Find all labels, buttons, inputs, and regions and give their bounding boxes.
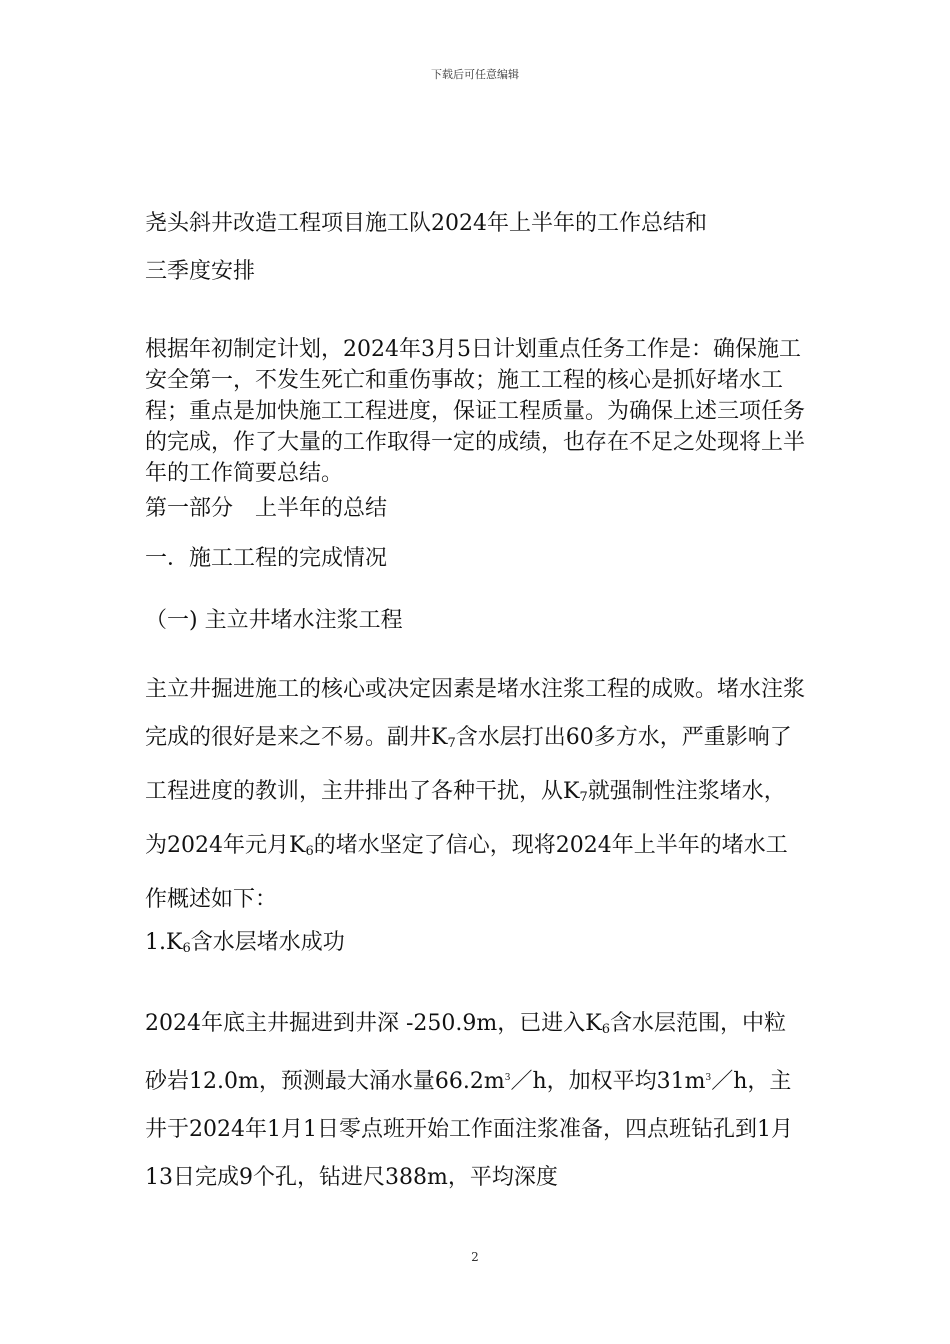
page-header: 下载后可任意编辑 — [431, 68, 519, 81]
text: 就强制性注浆堵水，为2024年元月 — [145, 779, 786, 858]
text: K — [289, 833, 306, 858]
intro-paragraph: 根据年初制定计划，2024年3月5日计划重点任务工作是：确保施工安全第一，不发生死亡和重伤事故；施工工程的核心是抓好堵水工程；重点是加快施工工程进度，保证工程质量。为确保上述三项任务的完成，作了大量的工作取得一定的成绩，也存在不足之处现将上半年的工作简要总结。 — [145, 337, 806, 486]
subscript: 7 — [579, 790, 588, 805]
section-heading: 一．施工工程的完成情况 — [145, 546, 388, 571]
superscript: 3 — [504, 1073, 511, 1083]
text: 含水层范围，中粒砂岩12.0m，预测最大涌水量66.2m — [145, 1011, 786, 1094]
paragraph-k6 — [145, 1000, 805, 1202]
text: 2024年底主井掘进到井深 -250.9m，已进入 — [145, 1011, 586, 1036]
document-title — [145, 200, 805, 296]
text: K — [585, 1011, 602, 1036]
text: 含水层打出60多方水，严重影响了工程进度的教训，主井排出了各种干扰，从 — [145, 725, 792, 804]
text: 含水层堵水成功 — [190, 930, 345, 955]
subscript: 6 — [305, 844, 314, 859]
text: ／h，加权平均31m — [510, 1069, 706, 1094]
text: 的堵水坚定了信心，现将2024年上半年的堵水工作概述如下： — [145, 833, 788, 912]
text: ／h，主井于2024年1月1日零点班开始工作面注浆准备，四点班钻孔到1月13日完成9个孔，钻进尺388m，平均深度 — [145, 1069, 793, 1190]
subsection-heading: （一) 主立井堵水注浆工程 — [145, 608, 403, 633]
text: 1.K — [145, 930, 183, 955]
title-line-2: 三季度安排 — [145, 259, 256, 284]
text: K — [563, 779, 580, 804]
text: K — [431, 725, 448, 750]
text: 主立井掘进施工的核心或决定因素是堵水注浆工程的成败。堵水注浆完成的很好是来之不易。副井 — [145, 677, 806, 750]
superscript: 3 — [705, 1073, 712, 1083]
item-heading-1 — [145, 928, 805, 964]
title-line-1: 尧头斜井改造工程项目施工队2024年上半年的工作总结和 — [145, 211, 707, 236]
subscript: 6 — [601, 1022, 610, 1037]
page-number: 2 — [471, 1250, 479, 1264]
subscript: 7 — [447, 736, 456, 751]
subscript: 6 — [182, 941, 191, 956]
part-heading: 第一部分 上半年的总结 — [145, 496, 388, 521]
paragraph-grouting — [145, 666, 805, 924]
